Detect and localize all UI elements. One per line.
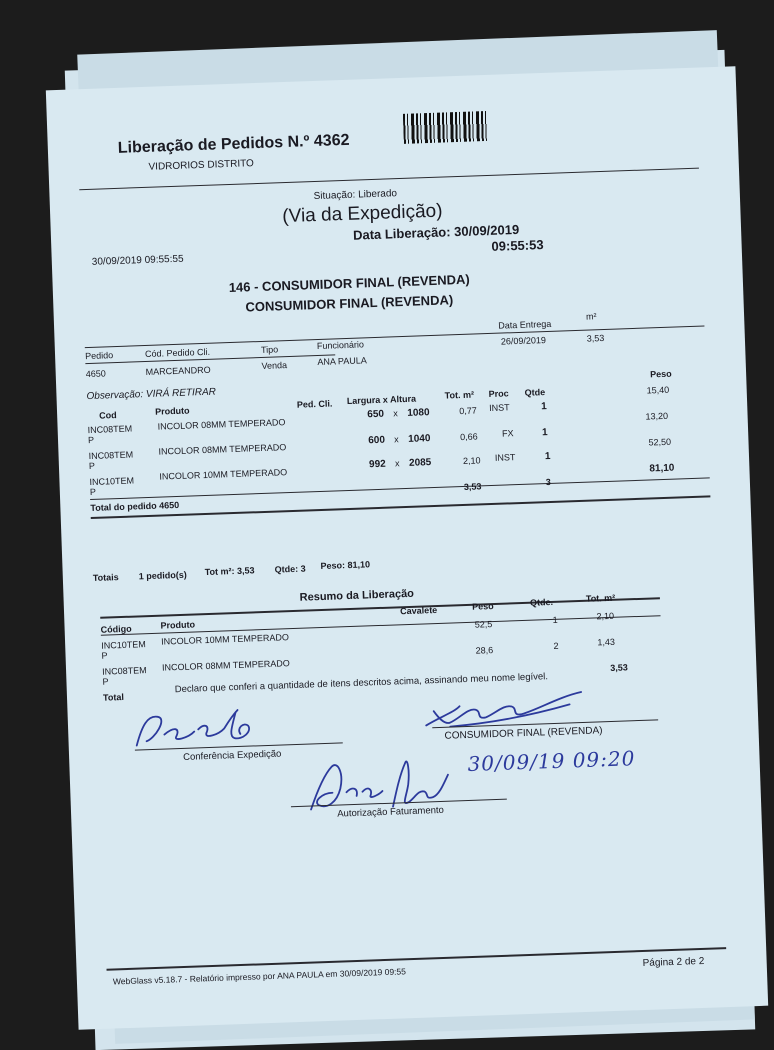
resumo-qtde: 1 (552, 614, 558, 625)
company-name: VIDRORIOS DISTRITO (148, 158, 255, 173)
item-largura: 650 (367, 408, 385, 421)
divider (85, 354, 335, 364)
item-cod-suffix: P (89, 486, 97, 498)
liberacao-date: Data Liberação: 30/09/2019 (352, 221, 520, 243)
resumo-cod: INC10TEM (101, 639, 146, 651)
resumo-header-peso: Peso (471, 601, 494, 612)
client-line-1: 146 - CONSUMIDOR FINAL (REVENDA) (228, 271, 470, 296)
totals-qtde: Qtde: 3 (274, 563, 306, 575)
col-header-funcionario: Funcionário (316, 339, 365, 352)
item-product: INCOLOR 08MM TEMPERADO (158, 442, 287, 457)
conferencia-label: Conferência Expedição (182, 748, 282, 763)
order-total-label: Total do pedido 4650 (90, 499, 180, 514)
client-order-code: MARCEANDRO (145, 364, 211, 378)
item-altura: 1040 (408, 433, 431, 445)
autorizacao-label: Autorização Faturamento (337, 804, 445, 820)
col-header-qtde: Qtde (524, 387, 546, 398)
handwritten-date: 30/09/19 09:20 (467, 746, 636, 777)
divider (85, 325, 705, 348)
item-cod: INC08TEM (87, 423, 133, 436)
resumo-cod: INC08TEM (101, 665, 147, 677)
employee-name: ANA PAULA (317, 355, 367, 368)
item-largura: 992 (368, 458, 386, 471)
totals-peso: Peso: 81,10 (320, 559, 371, 572)
divider-thick (91, 495, 711, 519)
printed-timestamp: 30/09/2019 09:55:55 (91, 253, 184, 268)
barcode (403, 111, 488, 144)
col-header-peso: Peso (649, 368, 672, 380)
item-tot-m2: 0,66 (459, 431, 478, 443)
item-cod-suffix: P (88, 460, 96, 472)
item-x: x (394, 434, 399, 445)
consumidor-label: CONSUMIDOR FINAL (REVENDA) (444, 725, 603, 742)
col-header-ped-cli: Ped. Cli. (296, 398, 333, 410)
resumo-cod-suffix: P (101, 650, 108, 661)
client-line-2: CONSUMIDOR FINAL (REVENDA) (245, 292, 454, 315)
col-header-pedido: Pedido (84, 350, 114, 362)
divider (90, 477, 710, 500)
item-peso: 52,50 (648, 436, 672, 448)
item-x: x (394, 458, 400, 469)
col-header-tot-m2: Tot. m² (444, 389, 475, 401)
item-x: x (393, 408, 398, 419)
item-tot-m2: 0,77 (459, 405, 477, 417)
declaration-text: Declaro que conferi a quantidade de itens descritos acima, assinando meu nome legível. (174, 671, 549, 696)
resumo-product: INCOLOR 10MM TEMPERADO (160, 632, 290, 647)
release-document (46, 66, 768, 1030)
resumo-total-tot: 3,53 (610, 662, 629, 673)
col-header-entrega: Data Entrega (498, 318, 552, 331)
order-number: 4650 (85, 368, 106, 380)
order-total-m2: 3,53 (463, 481, 482, 492)
order-m2: 3,53 (586, 332, 605, 344)
resumo-header-tot-m2: Tot. m² (585, 592, 616, 604)
col-header-tipo: Tipo (260, 344, 279, 355)
item-proc: INST (494, 452, 516, 463)
order-total-peso: 81,10 (649, 462, 675, 475)
order-total-qtde: 3 (545, 476, 551, 488)
item-product: INCOLOR 10MM TEMPERADO (159, 467, 288, 482)
resumo-qtde: 2 (553, 640, 559, 651)
resumo-peso: 28,6 (475, 645, 494, 656)
item-altura: 2085 (408, 457, 432, 469)
resumo-title: Resumo da Liberação (299, 587, 415, 604)
resumo-total-label: Total (102, 691, 125, 703)
delivery-date: 26/09/2019 (500, 335, 547, 347)
col-header-cod-pedido: Cód. Pedido Cli. (144, 346, 211, 360)
liberacao-time: 09:55:53 (491, 237, 544, 254)
item-qtde: 1 (540, 401, 547, 413)
col-header-cod: Cod (99, 410, 117, 421)
footer-report-info: WebGlass v5.18.7 - Relatório impresso por ANA PAULA em 30/09/2019 09:55 (112, 966, 407, 987)
item-cod-suffix: P (87, 434, 95, 446)
item-tot-m2: 2,10 (462, 455, 481, 466)
observation: Observação: VIRÁ RETIRAR (86, 386, 217, 403)
page-number: Página 2 de 2 (642, 955, 705, 970)
resumo-product: INCOLOR 08MM TEMPERADO (161, 658, 290, 673)
totals-pedidos: 1 pedido(s) (138, 569, 187, 582)
col-header-proc: Proc (488, 388, 509, 400)
col-header-produto: Produto (154, 405, 190, 417)
status-text: Situação: Liberado (313, 188, 398, 203)
col-header-m2: m² (585, 311, 597, 322)
resumo-header-cavalete: Cavalete (400, 604, 438, 617)
item-proc: INST (488, 402, 510, 414)
item-peso: 15,40 (646, 384, 670, 396)
resumo-header-codigo: Código (100, 623, 132, 635)
document-title: Liberação de Pedidos N.º 4362 (117, 131, 350, 157)
item-largura: 600 (368, 434, 386, 447)
resumo-peso: 52,5 (474, 619, 493, 630)
item-proc: FX (501, 428, 514, 439)
resumo-header-produto: Produto (160, 619, 196, 631)
order-type: Venda (261, 360, 288, 371)
item-qtde: 1 (544, 450, 551, 463)
totals-m2: Tot m²: 3,53 (204, 565, 255, 578)
col-header-largura-altura: Largura x Altura (346, 393, 417, 407)
item-product: INCOLOR 08MM TEMPERADO (157, 417, 286, 432)
footer-divider (107, 947, 727, 971)
item-cod: INC08TEM (88, 449, 134, 462)
resumo-header-qtde: Qtde. (529, 596, 554, 608)
totals-label: Totais (92, 572, 119, 583)
resumo-tot: 1,43 (597, 636, 616, 648)
resumo-cod-suffix: P (102, 676, 109, 687)
via-title: (Via da Expedição) (281, 200, 443, 228)
item-peso: 13,20 (645, 410, 669, 422)
item-cod: INC10TEM (89, 475, 135, 488)
item-qtde: 1 (541, 427, 548, 439)
resumo-tot: 2,10 (596, 610, 615, 622)
item-altura: 1080 (407, 407, 430, 419)
